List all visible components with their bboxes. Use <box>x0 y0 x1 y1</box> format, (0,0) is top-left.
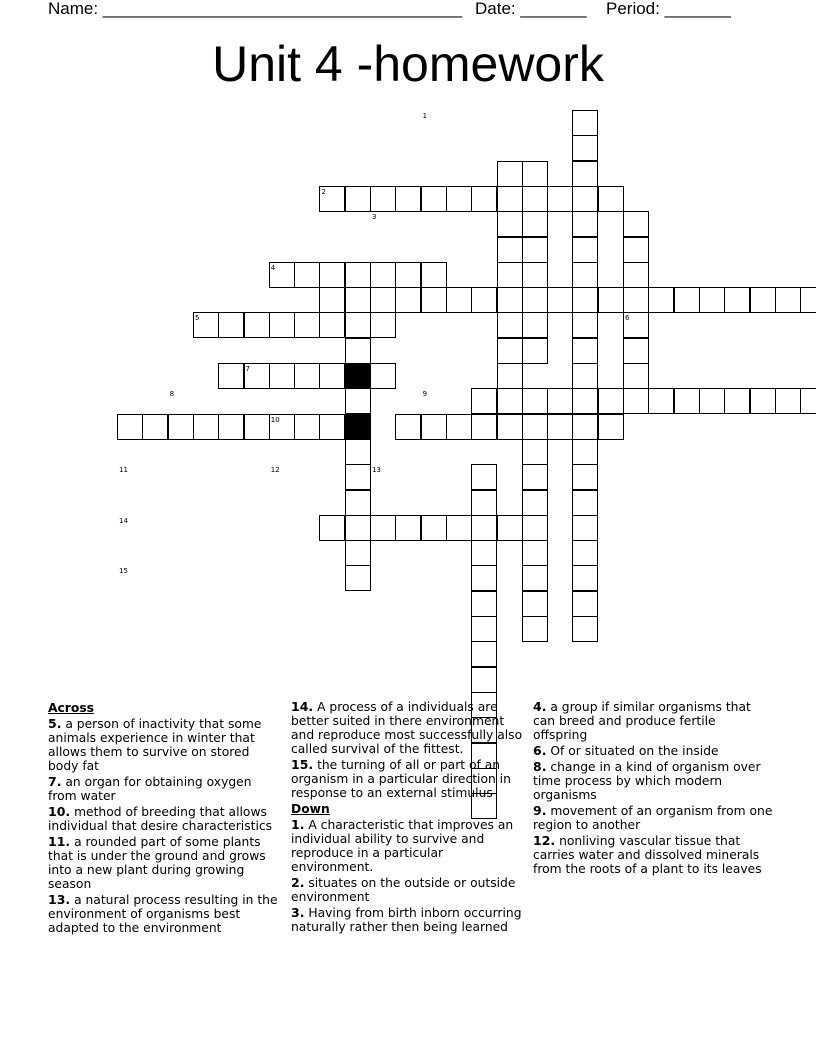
grid-cell[interactable] <box>572 515 598 541</box>
grid-cell[interactable] <box>497 262 523 288</box>
grid-cell[interactable] <box>319 312 345 338</box>
grid-cell[interactable] <box>497 388 523 414</box>
clue-number-label: 15. <box>291 757 314 772</box>
grid-cell[interactable] <box>446 515 472 541</box>
grid-cell[interactable] <box>623 262 649 288</box>
grid-cell[interactable] <box>572 237 598 263</box>
grid-cell[interactable] <box>572 287 598 313</box>
grid-cell[interactable] <box>572 388 598 414</box>
grid-cell[interactable] <box>522 338 548 364</box>
clue-number-label: 2. <box>291 875 305 890</box>
clues-column-3 <box>533 700 773 878</box>
grid-cell[interactable] <box>598 388 624 414</box>
grid-cell[interactable] <box>598 287 624 313</box>
grid-cell[interactable] <box>421 186 447 212</box>
grid-cell[interactable] <box>800 287 816 313</box>
clue-number-label: 4. <box>533 699 547 714</box>
grid-cell[interactable] <box>522 565 548 591</box>
grid-cell[interactable] <box>572 414 598 440</box>
grid-cell[interactable] <box>547 186 573 212</box>
grid-cell[interactable] <box>471 565 497 591</box>
grid-cell[interactable] <box>547 388 573 414</box>
grid-cell[interactable] <box>319 262 345 288</box>
grid-cell[interactable] <box>800 388 816 414</box>
grid-cell[interactable] <box>598 186 624 212</box>
grid-cell[interactable] <box>572 439 598 465</box>
grid-cell[interactable] <box>497 414 523 440</box>
grid-cell[interactable] <box>572 161 598 187</box>
clues-column-1 <box>48 700 278 937</box>
grid-cell[interactable] <box>547 414 573 440</box>
grid-cell[interactable] <box>395 262 421 288</box>
grid-cell[interactable] <box>497 237 523 263</box>
grid-cell[interactable] <box>244 414 270 440</box>
down-clue: 2. situates on the outside or outside environment <box>291 875 516 904</box>
grid-cell[interactable] <box>345 515 371 541</box>
grid-cell[interactable] <box>218 363 244 389</box>
clue-number: 1 <box>422 112 428 120</box>
grid-cell[interactable] <box>345 312 371 338</box>
clue-number: 7 <box>245 365 250 373</box>
grid-cell[interactable] <box>497 161 523 187</box>
grid-cell[interactable] <box>294 312 320 338</box>
grid-cell[interactable] <box>522 616 548 642</box>
grid-cell[interactable] <box>623 211 649 237</box>
grid-cell[interactable] <box>345 287 371 313</box>
grid-cell[interactable] <box>471 591 497 617</box>
grid-cell[interactable] <box>699 287 725 313</box>
grid-cell[interactable] <box>522 490 548 516</box>
down-clue-list-2 <box>533 700 773 876</box>
grid-cell[interactable] <box>446 414 472 440</box>
grid-cell[interactable] <box>421 414 447 440</box>
grid-cell[interactable] <box>269 312 295 338</box>
grid-cell[interactable] <box>598 414 624 440</box>
grid-cell[interactable] <box>623 388 649 414</box>
clue-number: 9 <box>422 390 428 399</box>
grid-cell[interactable] <box>370 363 396 389</box>
grid-cell[interactable] <box>572 540 598 566</box>
down-clue: 9. movement of an organism from one region to another <box>533 803 773 832</box>
grid-cell[interactable] <box>395 287 421 313</box>
grid-cell[interactable] <box>497 338 523 364</box>
clue-number-label: 12. <box>533 833 556 848</box>
across-clue-list-2 <box>291 700 523 800</box>
grid-cell[interactable] <box>319 414 345 440</box>
grid-cell[interactable] <box>648 388 674 414</box>
clue-number-label: 8. <box>533 759 547 774</box>
blocked-cell <box>345 414 371 440</box>
grid-cell[interactable] <box>345 490 371 516</box>
grid-cell[interactable] <box>471 388 497 414</box>
across-clue: 13. a natural process resulting in the environment of organisms best adapted to the environment <box>48 892 278 935</box>
grid-cell[interactable] <box>497 211 523 237</box>
clue-number: 13 <box>372 466 381 475</box>
grid-cell[interactable] <box>395 414 421 440</box>
grid-cell[interactable] <box>345 540 371 566</box>
grid-cell[interactable] <box>572 363 598 389</box>
grid-cell[interactable] <box>623 363 649 389</box>
grid-cell[interactable] <box>572 135 598 161</box>
grid-cell[interactable] <box>623 338 649 364</box>
grid-cell[interactable] <box>345 565 371 591</box>
grid-cell[interactable] <box>218 414 244 440</box>
grid-cell[interactable] <box>471 414 497 440</box>
clue-number: 14 <box>119 516 128 525</box>
across-clue: 10. method of breeding that allows individual that desire characteristics <box>48 804 273 833</box>
grid-cell[interactable] <box>750 388 776 414</box>
grid-cell[interactable] <box>319 363 345 389</box>
grid-cell[interactable] <box>193 414 219 440</box>
across-clue-list-1 <box>48 717 278 935</box>
grid-cell[interactable] <box>345 439 371 465</box>
clue-number: 12 <box>270 466 280 475</box>
grid-cell[interactable] <box>572 616 598 642</box>
clue-number: 5 <box>194 314 200 323</box>
clue-number: 4 <box>270 263 276 272</box>
grid-cell[interactable] <box>522 439 548 465</box>
grid-cell[interactable] <box>446 186 472 212</box>
down-clue: 8. change in a kind of organism over time process by which modern organisms <box>533 759 761 802</box>
clue-number: 8 <box>169 390 175 399</box>
grid-cell[interactable] <box>497 186 523 212</box>
grid-cell[interactable] <box>572 338 598 364</box>
clue-number-label: 6. <box>533 743 547 758</box>
grid-cell[interactable] <box>471 287 497 313</box>
clue-number-label: 10. <box>48 804 71 819</box>
grid-cell[interactable] <box>522 464 548 490</box>
grid-cell[interactable] <box>497 363 523 389</box>
grid-cell[interactable] <box>522 186 548 212</box>
grid-cell[interactable] <box>421 262 447 288</box>
page-title: Unit 4 -homework <box>212 36 604 92</box>
grid-cell[interactable] <box>674 388 700 414</box>
grid-cell[interactable] <box>142 414 168 440</box>
grid-cell[interactable] <box>345 262 371 288</box>
grid-cell[interactable] <box>572 591 598 617</box>
grid-cell[interactable] <box>370 287 396 313</box>
grid-cell[interactable] <box>446 287 472 313</box>
grid-cell[interactable] <box>168 414 194 440</box>
grid-cell[interactable] <box>269 363 295 389</box>
clue-number: 15 <box>119 567 128 576</box>
down-clue: 1. A characteristic that improves an individual ability to survive and reproduce in a particular environment. <box>291 817 514 874</box>
clue-number-label: 13. <box>48 892 71 907</box>
grid-cell[interactable] <box>319 287 345 313</box>
grid-cell[interactable] <box>572 186 598 212</box>
grid-cell[interactable] <box>319 515 345 541</box>
across-clue: 15. the turning of all or part of an organism in a particular direction in response to an external stimulus <box>291 757 511 800</box>
grid-cell[interactable] <box>522 414 548 440</box>
grid-cell[interactable] <box>522 388 548 414</box>
clue-number-label: 5. <box>48 716 62 731</box>
grid-cell[interactable] <box>750 287 776 313</box>
grid-cell[interactable] <box>395 186 421 212</box>
grid-cell[interactable] <box>218 312 244 338</box>
grid-cell[interactable] <box>370 515 396 541</box>
grid-cell[interactable] <box>699 388 725 414</box>
date-field[interactable]: Date: _______ <box>475 0 587 18</box>
clue-number: 11 <box>119 466 128 475</box>
grid-cell[interactable] <box>572 565 598 591</box>
grid-cell[interactable] <box>471 464 497 490</box>
grid-cell[interactable] <box>522 211 548 237</box>
grid-cell[interactable] <box>294 363 320 389</box>
grid-cell[interactable] <box>421 287 447 313</box>
across-heading: Across <box>48 701 94 715</box>
across-clue: 5. a person of inactivity that some animals experience in winter that allows them to survive on stored body fat <box>48 716 262 773</box>
grid-cell[interactable] <box>345 338 371 364</box>
grid-cell[interactable] <box>370 312 396 338</box>
grid-cell[interactable] <box>522 540 548 566</box>
grid-cell[interactable] <box>345 388 371 414</box>
grid-cell[interactable] <box>294 414 320 440</box>
grid-cell[interactable] <box>547 287 573 313</box>
grid-cell[interactable] <box>471 616 497 642</box>
grid-cell[interactable] <box>522 161 548 187</box>
across-clue: 14. A process of a individuals are better suited in there environment and reproduce most successfully also called survival of the fittest. <box>291 699 523 756</box>
clue-number-label: 9. <box>533 803 547 818</box>
grid-cell[interactable] <box>471 540 497 566</box>
grid-cell[interactable] <box>471 186 497 212</box>
grid-cell[interactable] <box>648 287 674 313</box>
across-clue: 7. an organ for obtaining oxygen from water <box>48 774 252 803</box>
grid-cell[interactable] <box>522 237 548 263</box>
period-field[interactable]: Period: _______ <box>606 0 731 18</box>
grid-cell[interactable] <box>572 262 598 288</box>
clues-column-2 <box>291 700 523 936</box>
grid-cell[interactable] <box>724 388 750 414</box>
grid-cell[interactable] <box>421 515 447 541</box>
grid-cell[interactable] <box>294 262 320 288</box>
clue-number-label: 1. <box>291 817 305 832</box>
grid-cell[interactable] <box>471 641 497 667</box>
clue-number: 6 <box>625 314 630 323</box>
grid-cell[interactable] <box>522 591 548 617</box>
grid-cell[interactable] <box>471 490 497 516</box>
grid-cell[interactable] <box>497 515 523 541</box>
grid-cell[interactable] <box>674 287 700 313</box>
grid-cell[interactable] <box>775 287 801 313</box>
grid-cell[interactable] <box>572 211 598 237</box>
grid-cell[interactable] <box>497 287 523 313</box>
grid-cell[interactable] <box>623 287 649 313</box>
clue-number: 3 <box>372 213 377 222</box>
down-clue-list-1 <box>291 818 523 934</box>
blocked-cell <box>345 363 371 389</box>
grid-cell[interactable] <box>370 186 396 212</box>
grid-cell[interactable] <box>522 515 548 541</box>
grid-cell[interactable] <box>572 490 598 516</box>
across-clue: 11. a rounded part of some plants that is under the ground and grows into a new plant during growing season <box>48 834 266 891</box>
clue-number-label: 3. <box>291 905 305 920</box>
grid-cell[interactable] <box>775 388 801 414</box>
grid-cell[interactable] <box>623 237 649 263</box>
grid-cell[interactable] <box>724 287 750 313</box>
clue-number-label: 11. <box>48 834 71 849</box>
down-clue: 6. Of or situated on the inside <box>533 743 719 758</box>
clue-number: 2 <box>321 187 326 196</box>
down-clue: 12. nonliving vascular tissue that carries water and dissolved minerals from the roots of a plant to its leaves <box>533 833 762 876</box>
grid-cell[interactable] <box>345 186 371 212</box>
grid-cell[interactable] <box>572 110 598 136</box>
grid-cell[interactable] <box>471 515 497 541</box>
grid-cell[interactable] <box>244 312 270 338</box>
grid-cell[interactable] <box>395 515 421 541</box>
grid-cell[interactable] <box>522 312 548 338</box>
grid-cell[interactable] <box>345 464 371 490</box>
grid-cell[interactable] <box>117 414 143 440</box>
down-heading: Down <box>291 802 330 816</box>
down-clue: 3. Having from birth inborn occurring naturally rather then being learned <box>291 905 522 934</box>
grid-cell[interactable] <box>370 262 396 288</box>
grid-cell[interactable] <box>497 312 523 338</box>
clue-number-label: 7. <box>48 774 62 789</box>
grid-cell[interactable] <box>522 287 548 313</box>
down-clue: 4. a group if similar organisms that can breed and produce fertile offspring <box>533 699 751 742</box>
name-field[interactable]: Name: ______________________________________ <box>48 0 463 18</box>
grid-cell[interactable] <box>572 464 598 490</box>
clue-number-label: 14. <box>291 699 314 714</box>
grid-cell[interactable] <box>572 312 598 338</box>
grid-cell[interactable] <box>471 667 497 693</box>
clue-number: 10 <box>270 415 280 424</box>
grid-cell[interactable] <box>522 262 548 288</box>
